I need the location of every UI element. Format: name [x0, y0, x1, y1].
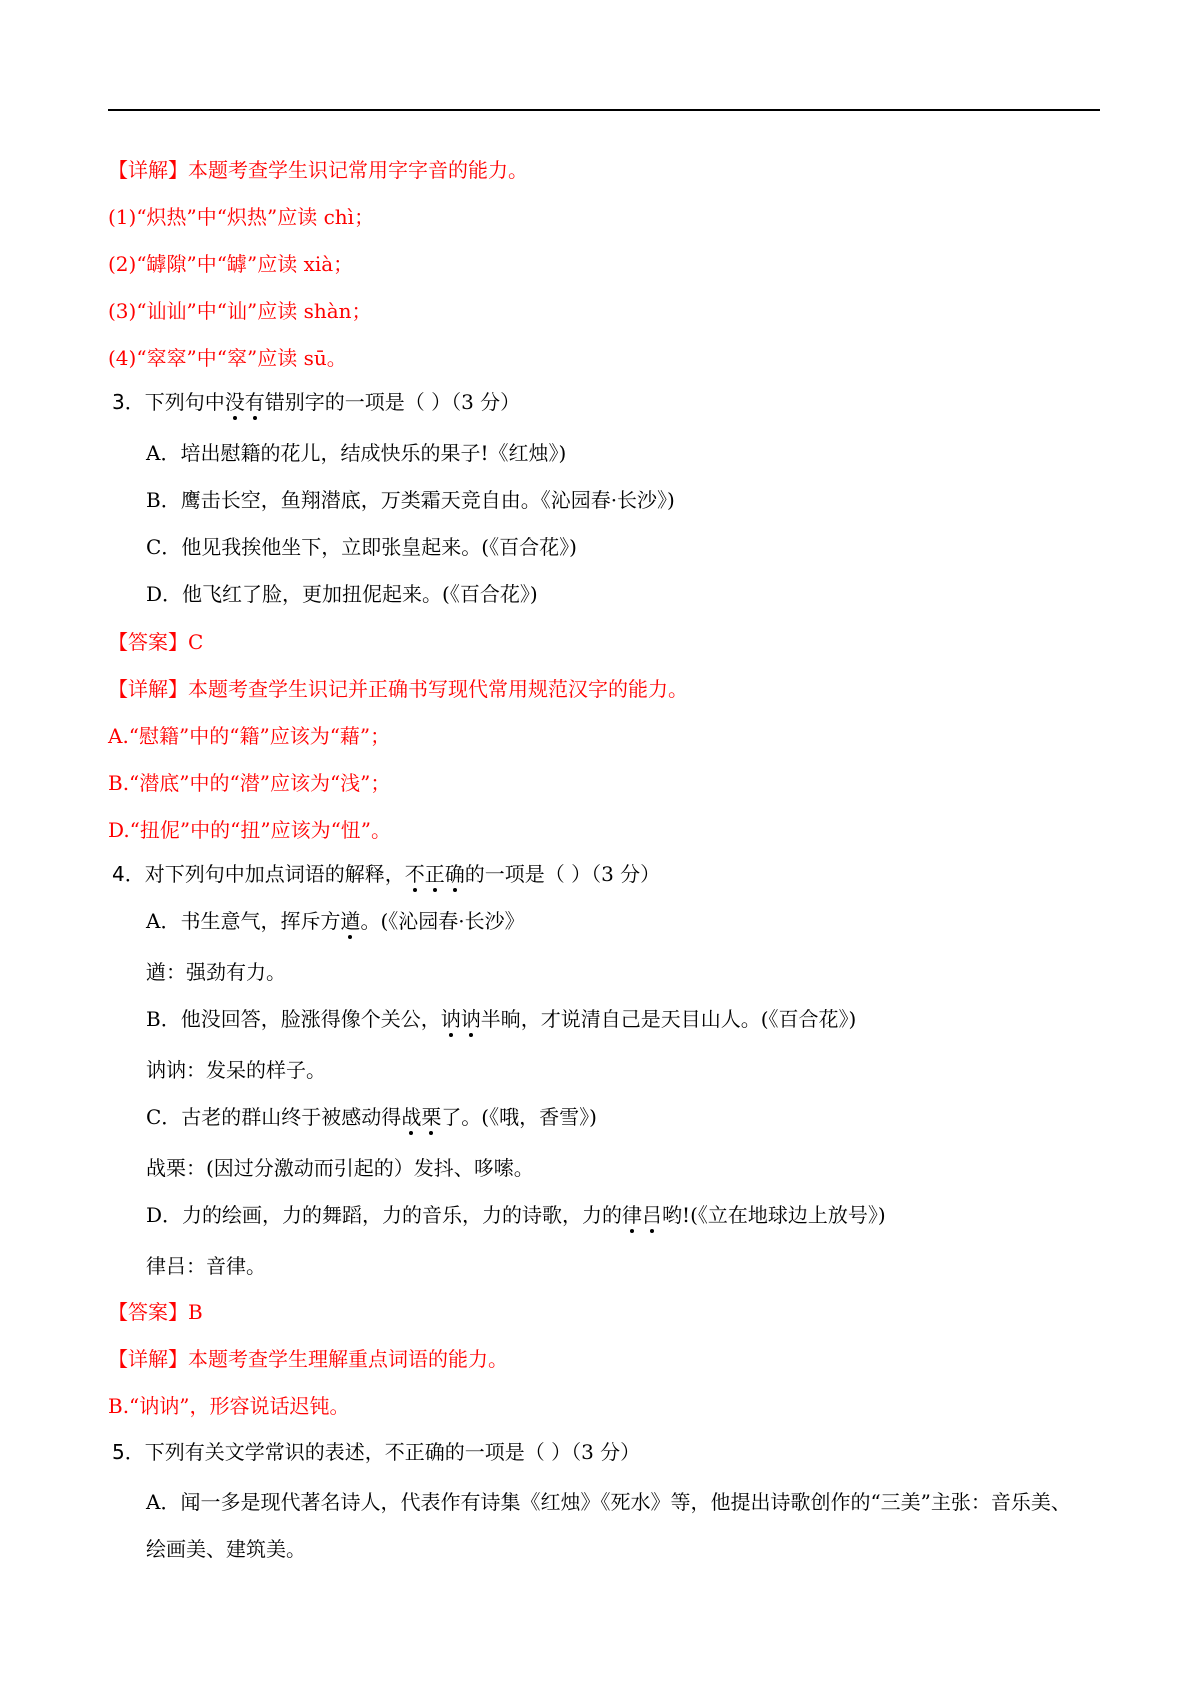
emphasis-dot-char: 遒	[340, 909, 361, 933]
header-rule	[108, 109, 1100, 111]
emphasis-dot-char: 讷	[460, 1007, 481, 1031]
q3-option-c: C．他见我挨他坐下，立即张皇起来。(《百合花》)	[146, 535, 577, 559]
stem-text: 对下列句中加点词语的解释，	[144, 862, 405, 886]
q3-option-a: A．培出慰籍的花儿，结成快乐的果子!《红烛》)	[146, 441, 567, 465]
emphasis-dot-char: 正	[424, 862, 445, 886]
q4-option-d	[146, 1203, 886, 1227]
option-text: B．他没回答，脸涨得像个关公，	[146, 1007, 441, 1031]
q3-answer	[108, 630, 203, 654]
stem-text: 下列有关文学常识的表述，不正确的一项是（ ）（3 分）	[144, 1440, 641, 1464]
option-text: C．古老的群山终于被感动得	[146, 1105, 402, 1129]
emphasis-dot-char: 吕	[642, 1203, 663, 1227]
q4-stem	[112, 862, 660, 886]
detail-label: 【详解】	[108, 677, 188, 701]
q4-answer	[108, 1300, 203, 1324]
detail-text: 本题考查学生识记并正确书写现代常用规范汉字的能力。	[188, 677, 688, 701]
q5-stem	[112, 1440, 640, 1464]
option-text: 哟!(《立在地球边上放号》)	[662, 1203, 886, 1227]
q3-detail	[108, 677, 688, 701]
q3-option-b: B．鹰击长空，鱼翔潜底，万类霜天竞自由。《沁园春·长沙》)	[146, 488, 675, 512]
q4-option-c	[146, 1105, 597, 1129]
q2-detail-item: (2)“罅隙”中“罅”应读 xià；	[108, 252, 354, 276]
detail-label: 【详解】	[108, 158, 188, 182]
question-number: 3．	[112, 390, 145, 414]
answer-value: C	[188, 630, 204, 654]
q4-option-b-explanation: 讷讷：发呆的样子。	[146, 1058, 326, 1082]
q4-option-d-explanation: 律吕：音律。	[146, 1254, 266, 1278]
q3-option-d: D．他飞红了脸，更加扭伲起来。(《百合花》)	[146, 582, 538, 606]
answer-value: B	[188, 1300, 203, 1324]
q4-option-a-explanation: 遒：强劲有力。	[146, 960, 286, 984]
q2-detail-line	[108, 158, 528, 182]
q2-detail-item: (4)“窣窣”中“窣”应读 sū。	[108, 346, 347, 370]
answer-label: 【答案】	[108, 1300, 188, 1324]
detail-text: 本题考查学生识记常用字字音的能力。	[188, 158, 528, 182]
q3-detail-item: B.“潜底”中的“潜”应该为“浅”；	[108, 771, 391, 795]
q4-option-b	[146, 1007, 856, 1031]
emphasis-dot-char: 确	[444, 862, 465, 886]
q3-detail-item: A.“慰籍”中的“籍”应该为“藉”；	[108, 724, 391, 748]
emphasis-dot-char: 律	[622, 1203, 643, 1227]
option-text: A．书生意气，挥斥方	[146, 909, 341, 933]
q4-option-c-explanation: 战栗：(因过分激动而引起的）发抖、哆嗦。	[146, 1156, 534, 1180]
q5-option-a-continued: 绘画美、建筑美。	[146, 1537, 306, 1561]
q2-detail-item: (1)“炽热”中“炽热”应读 chì；	[108, 205, 375, 229]
detail-label: 【详解】	[108, 1347, 188, 1371]
emphasis-dot-char: 讷	[440, 1007, 461, 1031]
option-text: 半晌，才说清自己是天目山人。(《百合花》)	[480, 1007, 857, 1031]
q3-stem	[112, 390, 520, 414]
option-text: 。(《沁园春·长沙》	[360, 909, 525, 933]
option-text: 了。(《哦，香雪》)	[441, 1105, 597, 1129]
option-text: D．力的绘画，力的舞蹈，力的音乐，力的诗歌，力的	[146, 1203, 623, 1227]
question-number: 5．	[112, 1440, 145, 1464]
detail-text: 本题考查学生理解重点词语的能力。	[188, 1347, 508, 1371]
question-number: 4．	[112, 862, 145, 886]
q2-detail-item: (3)“讪讪”中“讪”应读 shàn；	[108, 299, 372, 323]
emphasis-dot-char: 有	[244, 390, 265, 414]
emphasis-dot-char: 栗	[421, 1105, 442, 1129]
stem-text: 的一项是（ ）（3 分）	[464, 862, 661, 886]
answer-label: 【答案】	[108, 630, 188, 654]
stem-text: 下列句中	[144, 390, 225, 414]
emphasis-dot-char: 战	[401, 1105, 422, 1129]
q4-detail	[108, 1347, 508, 1371]
q4-detail-item: B.“讷讷”，形容说话迟钝。	[108, 1394, 350, 1418]
q3-detail-item: D.“扭伲”中的“扭”应该为“忸”。	[108, 818, 392, 842]
emphasis-dot-char: 没	[224, 390, 245, 414]
emphasis-dot-char: 不	[404, 862, 425, 886]
q4-option-a	[146, 909, 525, 933]
q5-option-a: A．闻一多是现代著名诗人，代表作有诗集《红烛》《死水》等，他提出诗歌创作的“三美”主张：音乐美、	[146, 1490, 1071, 1514]
stem-text: 错别字的一项是（ ）（3 分）	[264, 390, 521, 414]
